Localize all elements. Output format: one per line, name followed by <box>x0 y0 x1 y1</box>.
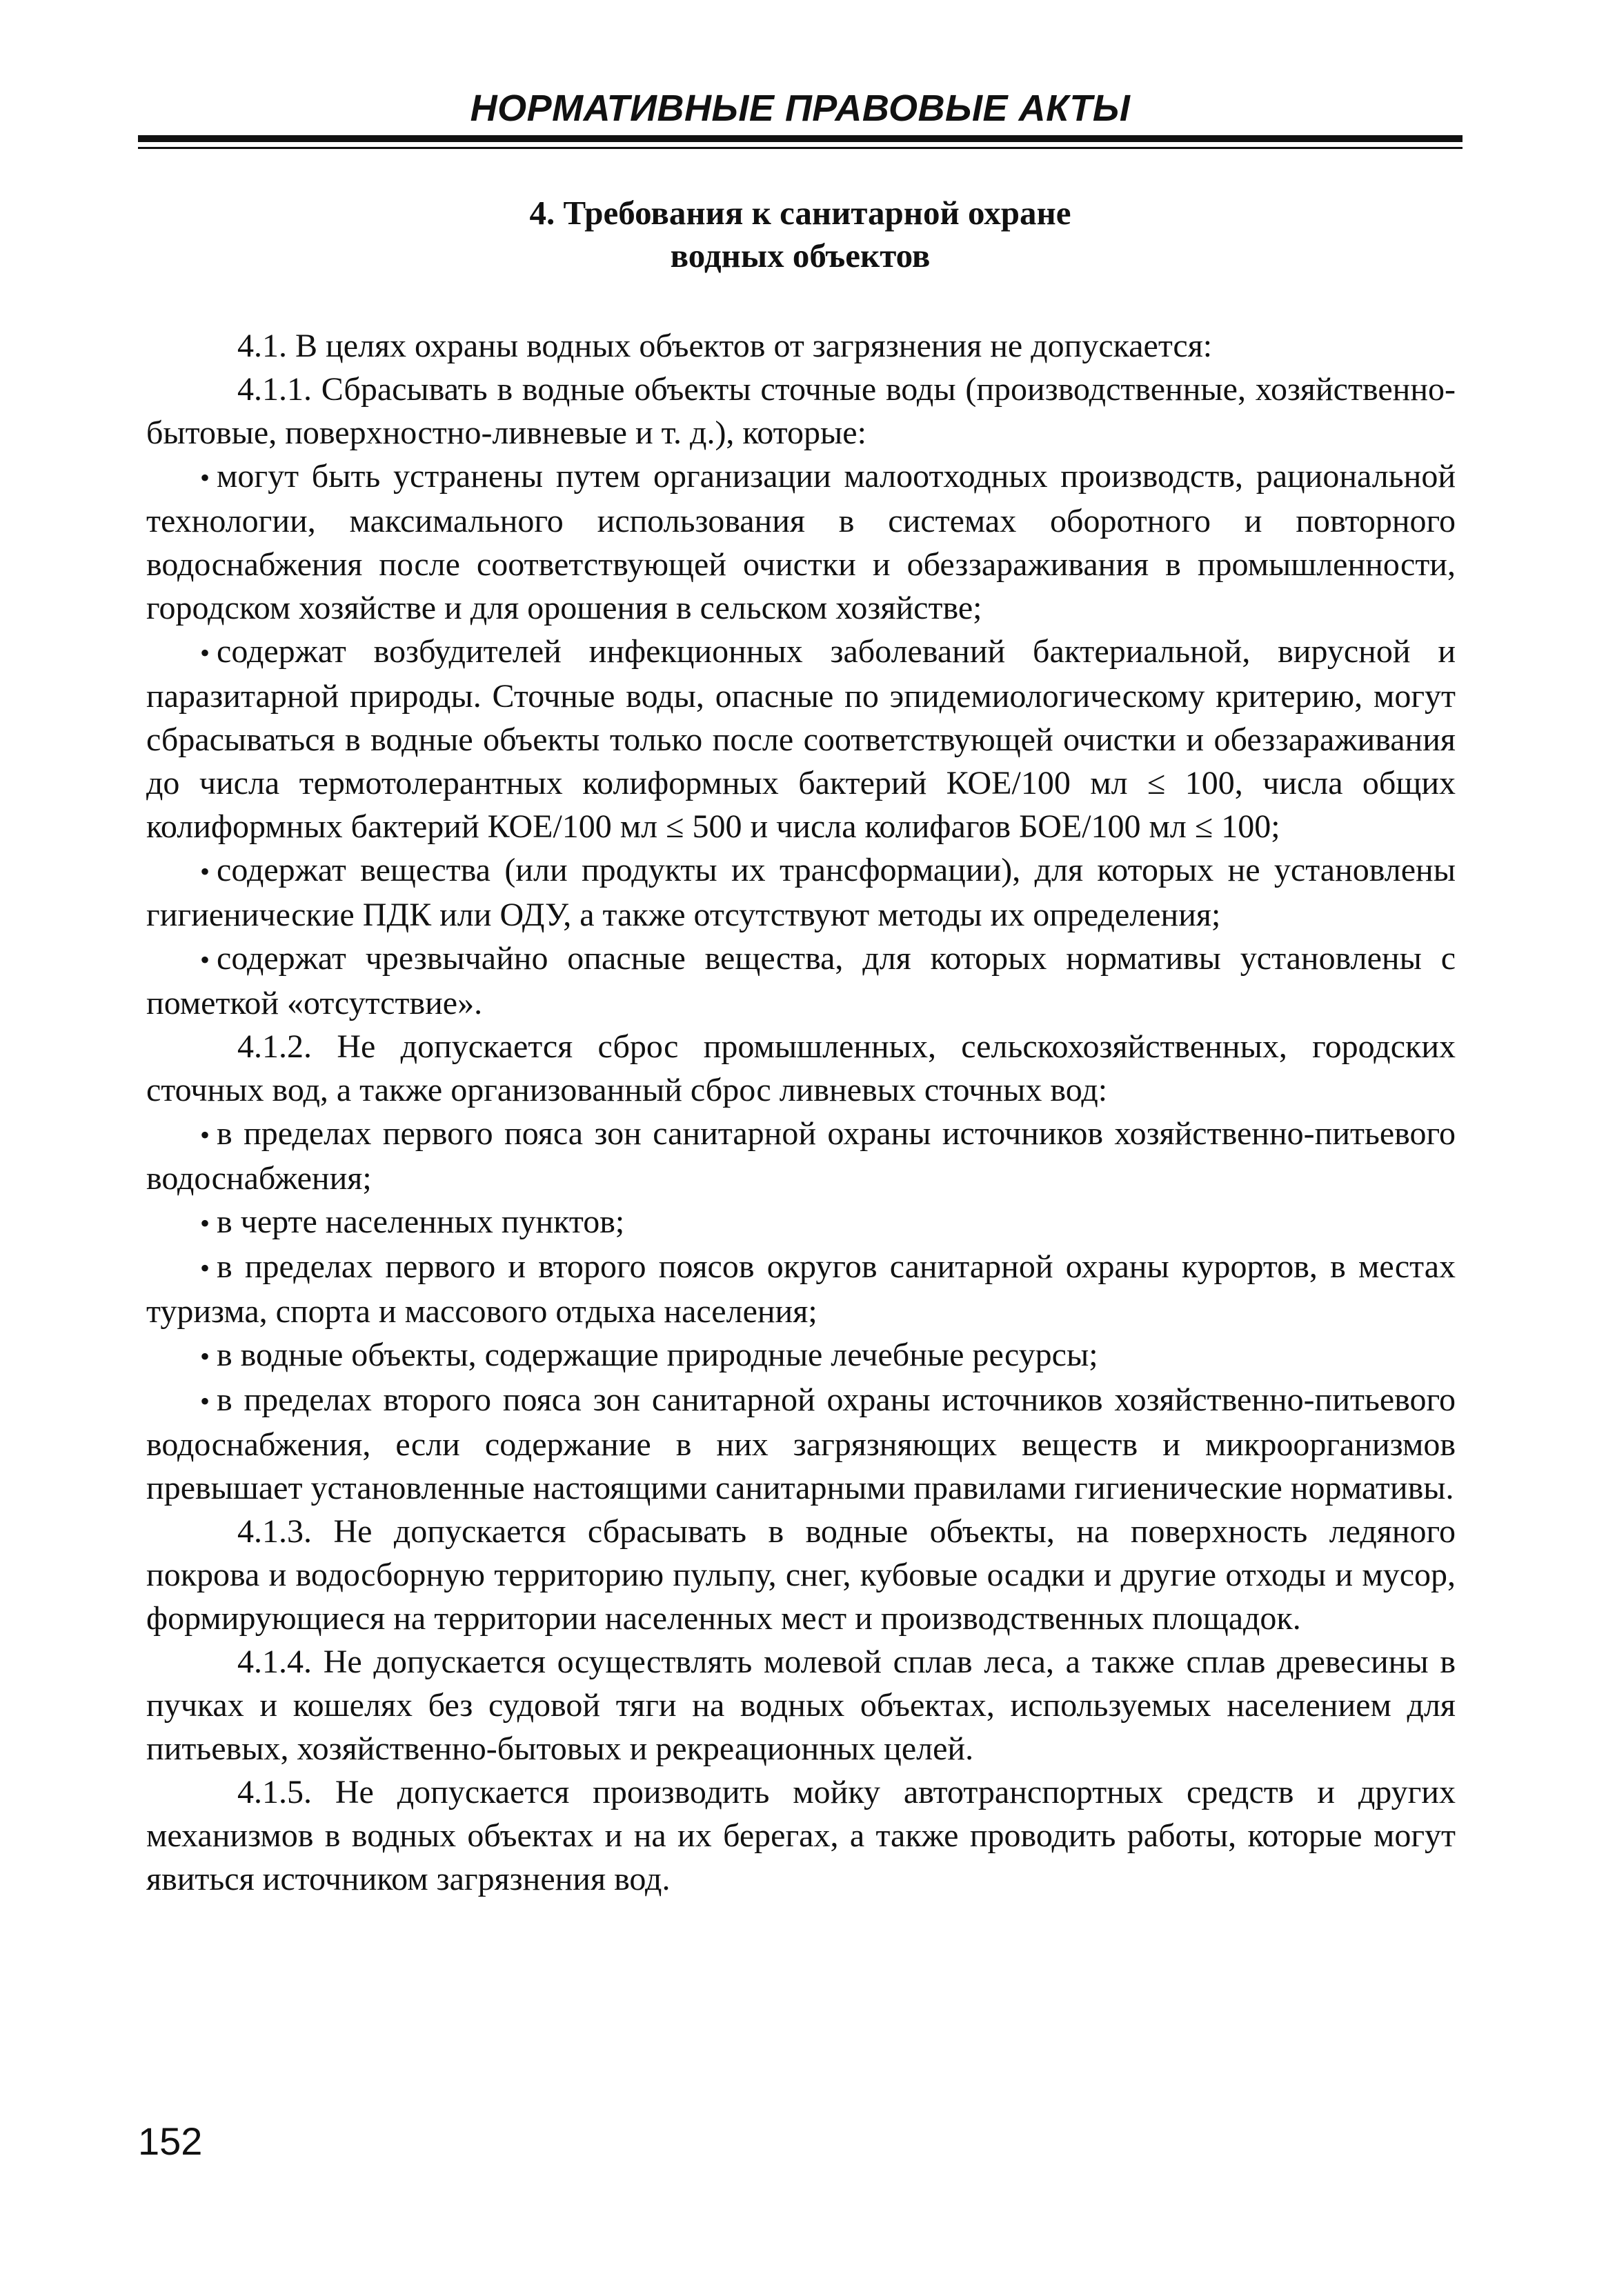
bullet-item <box>146 455 1456 630</box>
bullet-text: содержат чрезвычайно опасные вещества, для которых нормативы установлены с пометкой «отсутствие». <box>146 940 1456 1021</box>
bullet-text: в черте населенных пунктов; <box>217 1204 625 1240</box>
bullet-item <box>146 1378 1456 1510</box>
bullet-marker: • <box>200 1252 210 1284</box>
bullet-marker: • <box>200 1341 210 1372</box>
bullet-marker: • <box>200 944 210 975</box>
header-rule-thick <box>138 135 1463 142</box>
paragraph-4-1-5: 4.1.5. Не допускается производить мойку автотранспортных средств и других механизмов в водных объектах и на их берегах, а также проводить работы, которые могут явиться источником загрязнения вод. <box>146 1774 1456 1897</box>
bullet-text: в пределах второго пояса зон санитарной охраны источников хозяйственно-питьевого водоснабжения, если содержание в них загрязняющих веществ и микроорганизмов превышает установленные настоящими санитарными правилами гигиенические нормативы. <box>146 1381 1456 1506</box>
running-header: НОРМАТИВНЫЕ ПРАВОВЫЕ АКТЫ <box>470 88 1131 129</box>
bullet-marker: • <box>200 1386 210 1417</box>
bullet-item <box>146 1200 1456 1245</box>
bullet-text: содержат возбудителей инфекционных заболеваний бактериальной, вирусной и паразитарной природы. Сточные воды, опасные по эпидемиологическому критерию, могут сбрасываться в водные объекты только после соответствующей очистки и обеззараживания до числа термотолерантных колиформных бактерий КОЕ/100 мл ≤ 100, числа общих колиформных бактерий КОЕ/100 мл ≤ 500 и числа колифагов БОЕ/100 мл ≤ 100; <box>146 633 1456 845</box>
bullet-text: в водные объекты, содержащие природные лечебные ресурсы; <box>217 1337 1098 1373</box>
bullet-marker: • <box>200 1208 210 1239</box>
section-title <box>138 192 1463 277</box>
bullet-item <box>146 1333 1456 1378</box>
bullet-text: в пределах первого и второго поясов округов санитарной охраны курортов, в местах туризма, спорта и массового отдыха населения; <box>146 1248 1456 1330</box>
paragraph-4-1-1: 4.1.1. Сбрасывать в водные объекты сточные воды (производственные, хозяйственно-бытовые, поверхностно-ливневые и т. д.), которые: <box>146 371 1456 451</box>
bullet-marker: • <box>200 1119 210 1150</box>
paragraph-4-1-2: 4.1.2. Не допускается сброс промышленных, сельскохозяйственных, городских сточных вод, а также организованный сброс ливневых сточных вод: <box>146 1028 1456 1108</box>
bullet-text: содержат вещества (или продукты их трансформации), для которых не установлены гигиенические ПДК или ОДУ, а также отсутствуют методы их определения; <box>146 852 1456 933</box>
bullet-marker: • <box>200 462 210 493</box>
bullet-marker: • <box>200 856 210 887</box>
body-text <box>146 324 1456 1901</box>
bullet-item <box>146 630 1456 848</box>
bullet-marker: • <box>200 637 210 668</box>
paragraph-4-1-3: 4.1.3. Не допускается сбрасывать в водные объекты, на поверхность ледяного покрова и водосборную территорию пульпу, снег, кубовые осадки и другие отходы и мусор, формирующиеся на территории населенных мест и производственных площадок. <box>146 1513 1456 1637</box>
bullet-text: могут быть устранены путем организации малоотходных производств, рациональной технологии, максимального использования в системах оборотного и повторного водоснабжения после соответствующей очистки и обеззараживания в промышленности, городском хозяйстве и для орошения в сельском хозяйстве; <box>146 458 1456 626</box>
bullet-text: в пределах первого пояса зон санитарной охраны источников хозяйственно-питьевого водоснабжения; <box>146 1115 1456 1197</box>
bullet-item <box>146 1112 1456 1200</box>
header-rule-thin <box>138 147 1463 149</box>
bullet-item <box>146 937 1456 1025</box>
section-title-line-2: водных объектов <box>670 237 931 274</box>
bullet-item <box>146 1245 1456 1333</box>
section-title-line-1: 4. Требования к санитарной охране <box>529 194 1071 232</box>
page-number: 152 <box>138 2119 203 2163</box>
paragraph-4-1: 4.1. В целях охраны водных объектов от загрязнения не допускается: <box>237 328 1213 364</box>
paragraph-4-1-4: 4.1.4. Не допускается осуществлять молевой сплав леса, а также сплав древесины в пучках и кошелях без судовой тяги на водных объектах, используемых населением для питьевых, хозяйственно-бытовых и рекреационных целей. <box>146 1644 1456 1767</box>
bullet-item <box>146 848 1456 937</box>
